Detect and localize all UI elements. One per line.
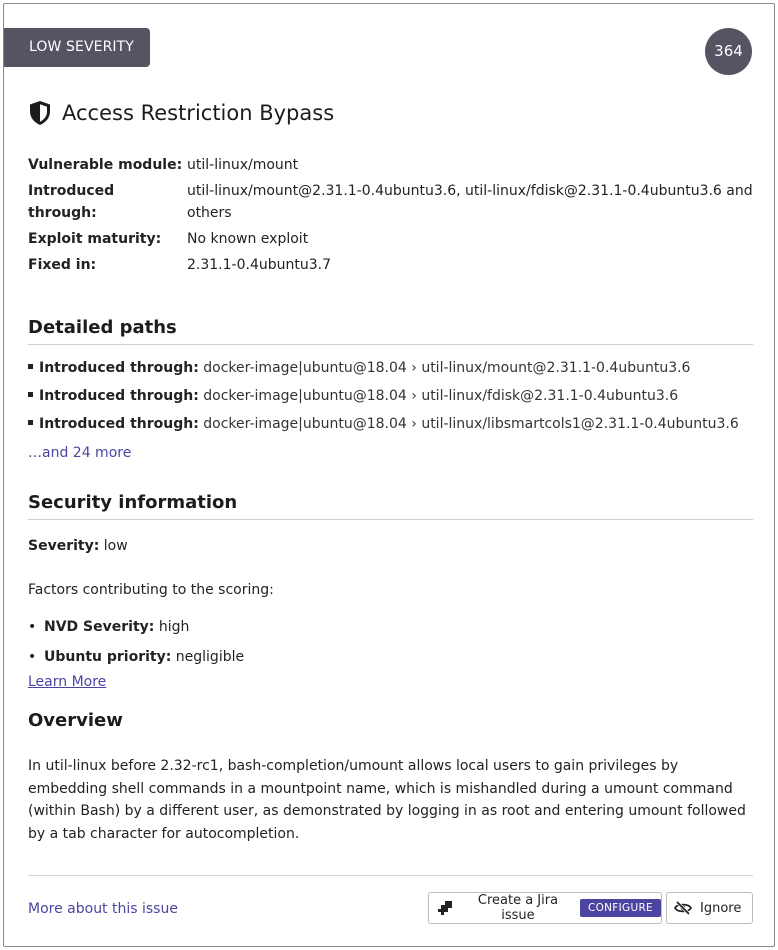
- meta-row-introduced-through: [28, 180, 758, 224]
- shield-icon: [28, 100, 52, 126]
- path-item: [28, 382, 758, 410]
- factor-value: high: [154, 619, 190, 635]
- issue-card: [3, 3, 775, 947]
- path-label: Introduced through:: [39, 388, 199, 404]
- path-value: docker-image|ubuntu@18.04 › util-linux/mount@2.31.1-0.4ubuntu3.6: [198, 360, 691, 376]
- configure-button[interactable]: CONFIGURE: [580, 899, 661, 917]
- footer-divider: [28, 875, 753, 876]
- overview-text: In util-linux before 2.32-rc1, bash-completion/umount allows local users to gain privileges by embedding shell commands in a mountpoint name, which is mishandled during a umount command (within Bash) by a different user, as demonstrated by logging in as root and entering umount followed by a tab character for autocompletion.: [28, 758, 746, 842]
- jira-icon: [437, 900, 453, 916]
- factor-item: [28, 642, 244, 672]
- bullet-icon: [28, 392, 33, 397]
- meta-row-exploit-maturity: [28, 228, 758, 250]
- meta-label: Introduced through:: [28, 183, 115, 221]
- security-info-heading: Security information: [28, 492, 753, 520]
- meta-label: Exploit maturity:: [28, 231, 162, 247]
- bullet-icon: [28, 364, 33, 369]
- factor-label: Ubuntu priority:: [44, 649, 172, 665]
- issue-meta: [28, 154, 758, 280]
- severity-badge: LOW SEVERITY: [4, 28, 150, 67]
- path-item: [28, 410, 758, 438]
- title-row: [28, 98, 334, 128]
- meta-value: 2.31.1-0.4ubuntu3.7: [187, 257, 331, 273]
- more-paths-link[interactable]: …and 24 more: [28, 445, 132, 461]
- severity-value: low: [99, 538, 128, 554]
- factor-item: [28, 612, 244, 642]
- meta-value: util-linux/mount@2.31.1-0.4ubuntu3.6, util-linux/fdisk@2.31.1-0.4ubuntu3.6 and others: [187, 183, 753, 221]
- detailed-paths-heading: Detailed paths: [28, 317, 753, 345]
- meta-value: util-linux/mount: [187, 157, 299, 173]
- severity-line: [28, 538, 128, 554]
- bullet-icon: [28, 420, 33, 425]
- meta-value: No known exploit: [187, 231, 309, 247]
- factor-value: negligible: [171, 649, 245, 665]
- meta-row-vulnerable-module: [28, 154, 758, 176]
- factors-intro: Factors contributing to the scoring:: [28, 582, 274, 598]
- meta-label: Fixed in:: [28, 257, 97, 273]
- factors-list: [28, 612, 244, 672]
- jira-button-label: Create a Jira issue: [477, 893, 559, 923]
- meta-label: Vulnerable module:: [28, 157, 183, 173]
- ignore-button-label: Ignore: [700, 900, 742, 916]
- path-item: [28, 354, 758, 382]
- factor-label: NVD Severity:: [44, 619, 155, 635]
- learn-more-link[interactable]: Learn More: [28, 674, 107, 690]
- path-value: docker-image|ubuntu@18.04 › util-linux/fdisk@2.31.1-0.4ubuntu3.6: [198, 388, 679, 404]
- issue-count-badge: 364: [705, 28, 752, 75]
- ignore-button[interactable]: [666, 892, 753, 924]
- path-label: Introduced through:: [39, 416, 199, 432]
- severity-label: Severity:: [28, 538, 100, 554]
- path-label: Introduced through:: [39, 360, 199, 376]
- detailed-paths-list: [28, 354, 758, 438]
- eye-slash-icon: [674, 900, 692, 916]
- overview-heading: Overview: [28, 710, 123, 731]
- path-value: docker-image|ubuntu@18.04 › util-linux/libsmartcols1@2.31.1-0.4ubuntu3.6: [198, 416, 739, 432]
- create-jira-issue-button[interactable]: [428, 892, 662, 924]
- issue-title: Access Restriction Bypass: [62, 101, 335, 125]
- more-about-issue-link[interactable]: More about this issue: [28, 901, 178, 917]
- meta-row-fixed-in: [28, 254, 758, 276]
